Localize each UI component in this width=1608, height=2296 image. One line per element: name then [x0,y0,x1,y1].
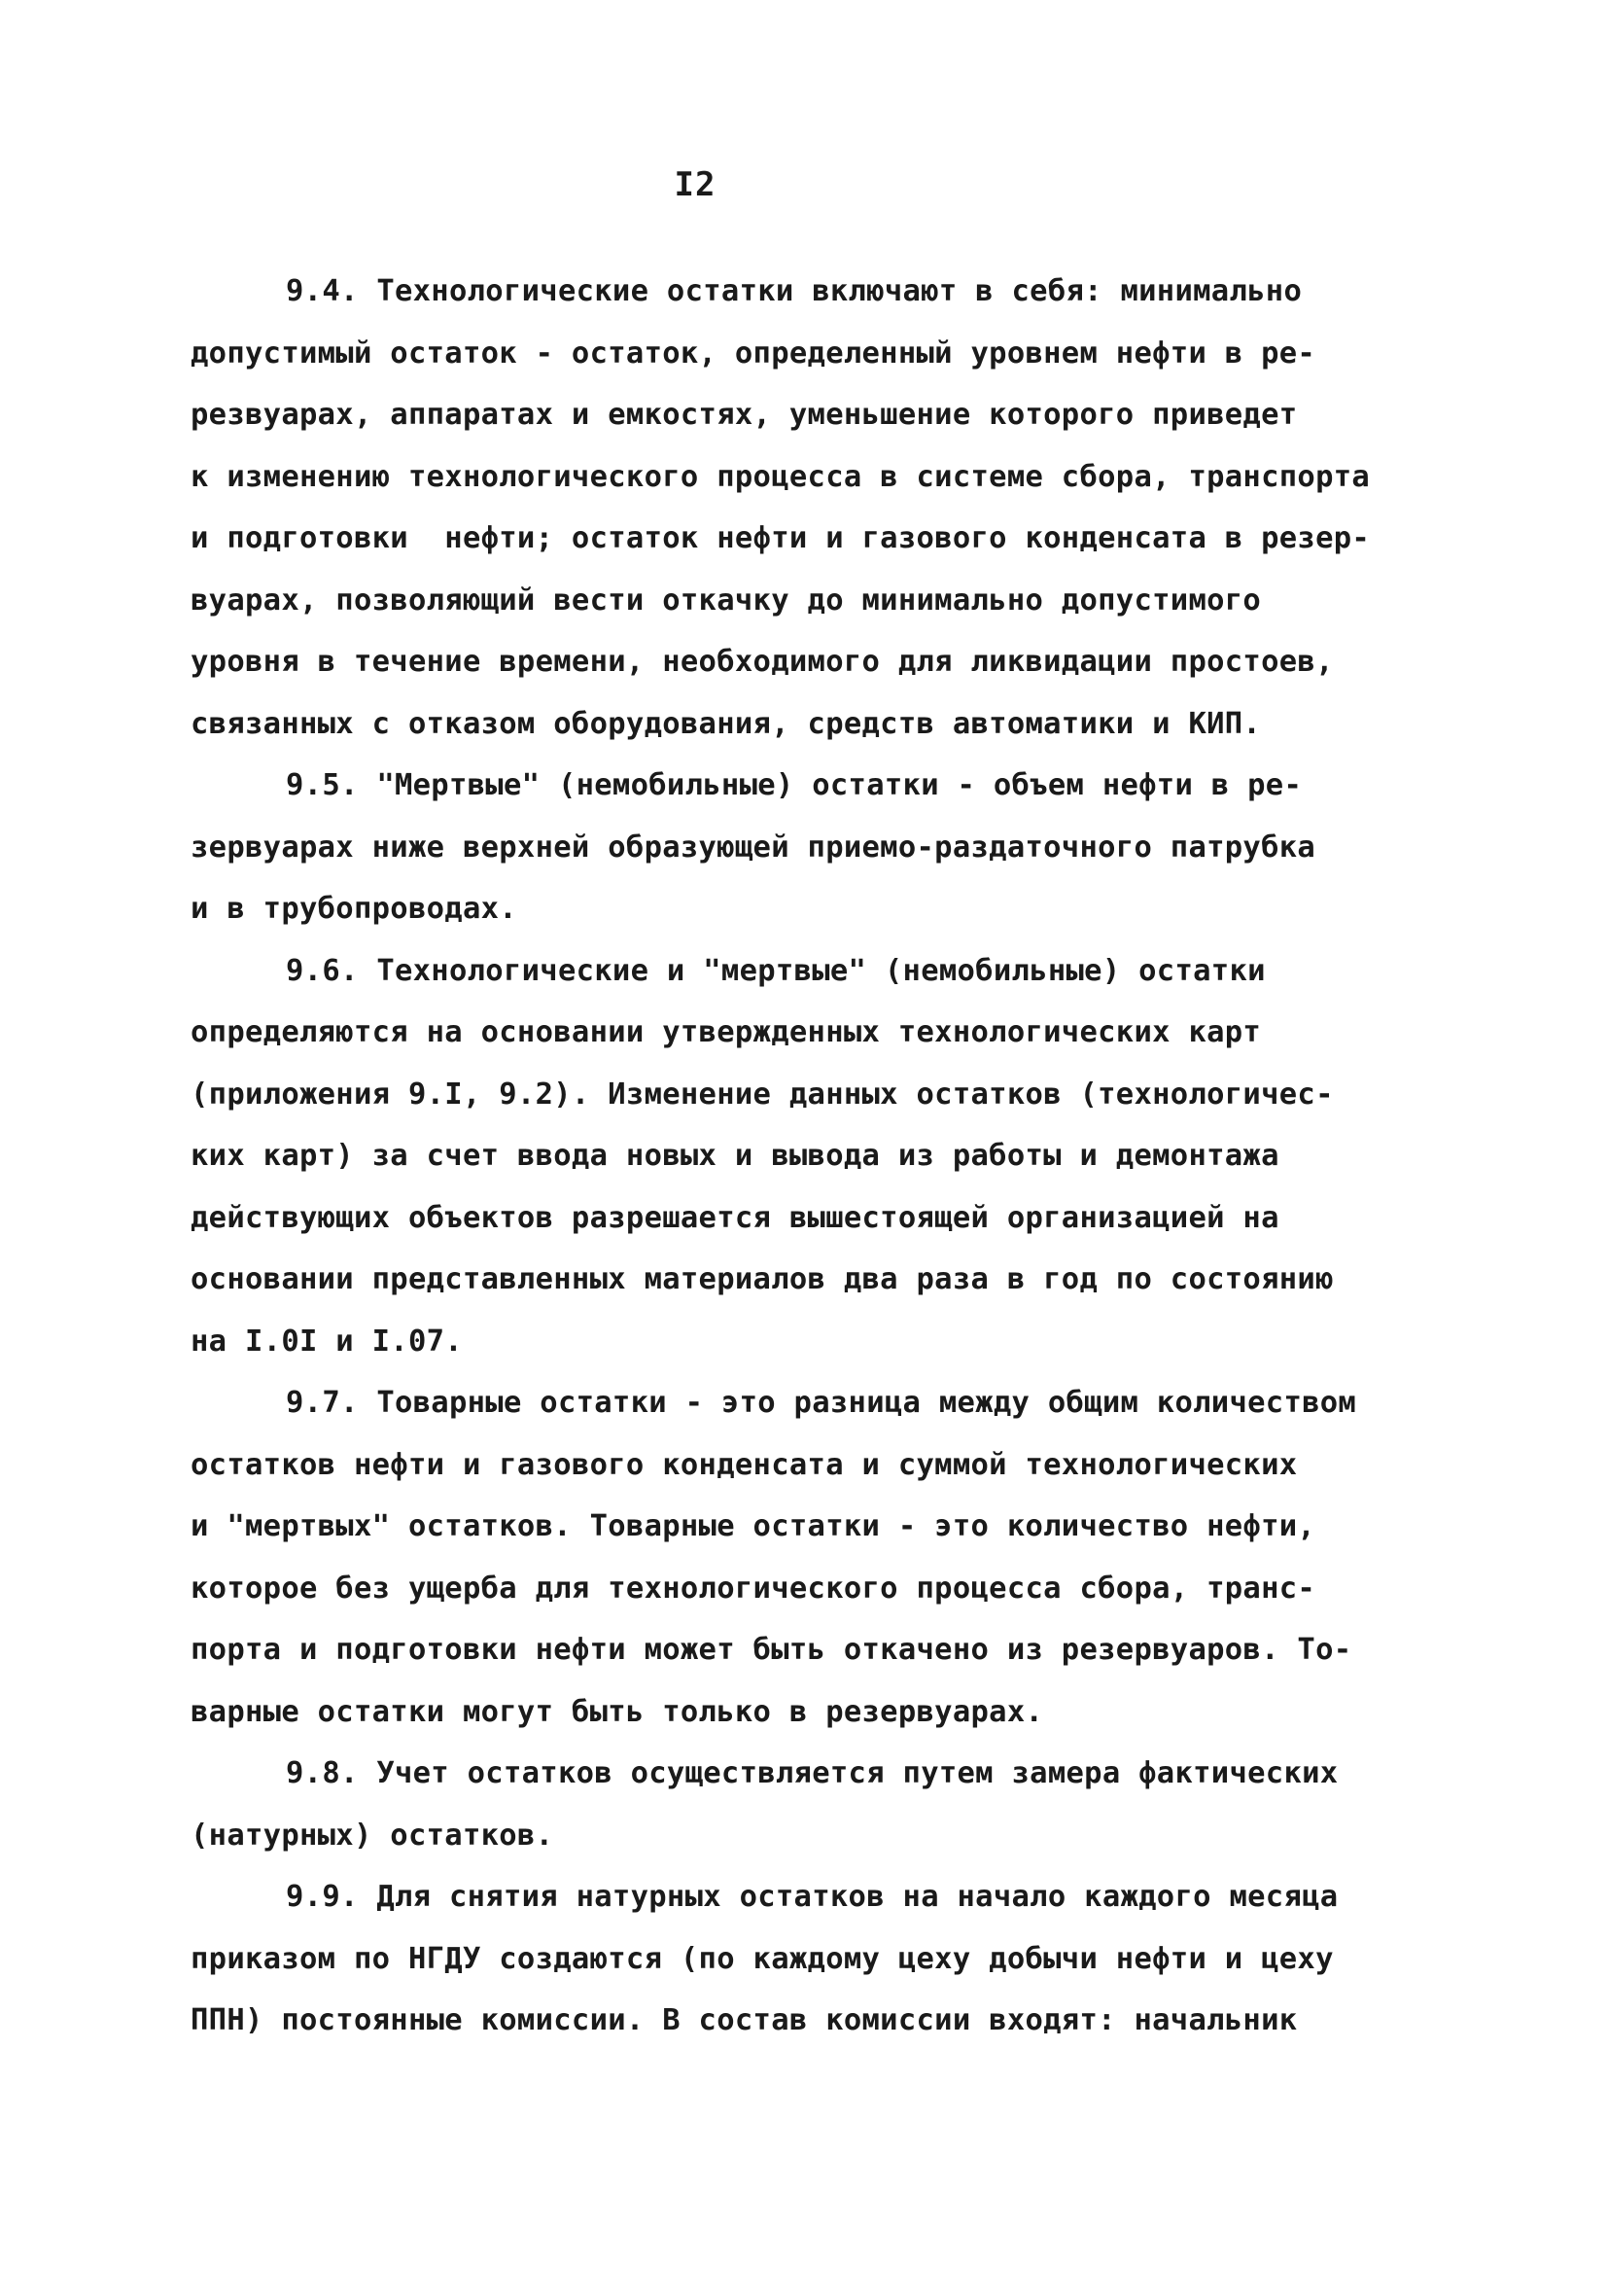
text-line: приказом по НГДУ создаются (по каждому цеху добычи нефти и цеху [191,1941,1334,1976]
text-line: ППН) постоянные комиссии. В состав комиссии входят: начальник [191,2003,1298,2037]
text-line: 9.9. Для снятия натурных остатков на начало каждого месяца [286,1880,1339,1914]
text-line: (натурных) остатков. [191,1818,554,1853]
text-line: связанных с отказом оборудования, средств автоматики и КИП. [191,706,1262,741]
text-line: 9.8. Учет остатков осуществляется путем замера фактических [286,1756,1339,1790]
text-line: допустимый остаток - остаток, определенный уровнем нефти в ре- [191,336,1316,371]
text-line: уровня в течение времени, необходимого для ликвидации простоев, [191,645,1334,679]
text-line: действующих объектов разрешается вышестоящей организацией на [191,1200,1279,1235]
text-line: которое без ущерба для технологического процесса сбора, транс- [191,1571,1316,1606]
text-line: и "мертвых" остатков. Товарные остатки - это количество нефти, [191,1509,1316,1543]
page-number: I2 [674,165,717,204]
text-line: зервуарах ниже верхней образующей приемо-раздаточного патрубка [191,830,1316,865]
text-line: определяются на основании утвержденных технологических карт [191,1015,1262,1049]
body-text [191,261,1454,2052]
text-line: варные остатки могут быть только в резервуарах. [191,1694,1044,1729]
text-line: 9.6. Технологические и "мертвые" (немобильные) остатки [286,953,1266,988]
text-line: и в трубопроводах. [191,892,517,926]
text-line: вуарах, позволяющий вести откачку до минимально допустимого [191,583,1262,618]
text-line: к изменению технологического процесса в системе сбора, транспорта [191,459,1371,494]
text-line: резвуарах, аппаратах и емкостях, уменьшение которого приведет [191,398,1298,432]
text-line: основании представленных материалов два раза в год по состоянию [191,1262,1334,1296]
text-line: ких карт) за счет ввода новых и вывода из работы и демонтажа [191,1139,1279,1173]
text-line: (приложения 9.I, 9.2). Изменение данных остатков (технологичес- [191,1077,1334,1112]
text-line: порта и подготовки нефти может быть откачено из резервуаров. То- [191,1633,1352,1667]
text-line: 9.5. "Мертвые" (немобильные) остатки - объем нефти в ре- [286,768,1303,802]
text-line: 9.4. Технологические остатки включают в себя: минимально [286,274,1303,308]
text-line: остатков нефти и газового конденсата и суммой технологических [191,1447,1298,1482]
text-line: 9.7. Товарные остатки - это разница между общим количеством [286,1386,1357,1420]
text-line: на I.0I и I.07. [191,1324,463,1359]
text-line: и подготовки нефти; остаток нефти и газового конденсата в резер- [191,521,1371,555]
